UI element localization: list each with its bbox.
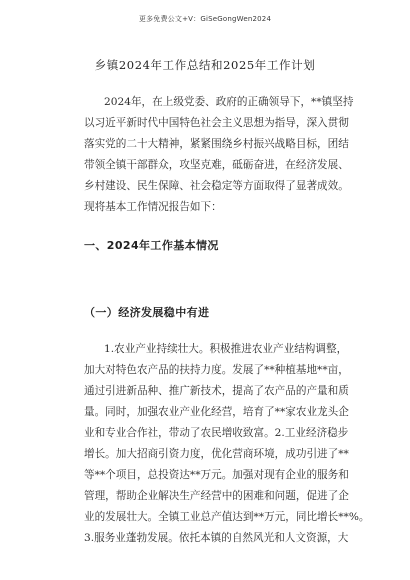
body-line: 业的发展壮大。全镇工业总产值达到**万元，同比增长**%。 [84, 511, 370, 523]
body-line: 业和专业合作社，带动了农民增收致富。2.工业经济稳步 [84, 427, 349, 439]
body-paragraph [84, 339, 370, 549]
body-line: 1.农业产业持续壮大。积极推进农业产业结构调整， [104, 343, 348, 355]
intro-paragraph [84, 92, 354, 218]
body-line: 管理，帮助企业解决生产经营中的困难和问题，促进了企 [84, 490, 349, 502]
intro-line: 现将基本工作情况报告如下： [84, 201, 222, 213]
document-title: 乡镇2024年工作总结和2025年工作计划 [94, 58, 316, 72]
body-line: 量。同时，加强农业产业化经营，培育了**家农业龙头企 [84, 406, 349, 418]
section-heading: 一、2024年工作基本情况 [84, 239, 219, 252]
subsection-heading: （一）经济发展稳中有进 [84, 306, 210, 319]
body-line: 3.服务业蓬勃发展。依托本镇的自然风光和人文资源，大 [84, 532, 349, 544]
intro-line: 带领全镇干部群众，攻坚克难，砥砺奋进，在经济发展、 [84, 159, 349, 171]
intro-line: 以习近平新时代中国特色社会主义思想为指导，深入贯彻 [84, 117, 349, 129]
body-line: 通过引进新品种、推广新技术，提高了农产品的产量和质 [84, 385, 349, 397]
body-line: 等**个项目，总投资达**万元。加强对现有企业的服务和 [84, 469, 349, 481]
body-line: 加大对特色农产品的扶持力度。发展了**种植基地**亩， [84, 364, 349, 376]
intro-line: 2024年，在上级党委、政府的正确领导下，**镇坚持 [104, 96, 354, 108]
header-watermark: 更多免费公文+V：GiSeGongWen2024 [138, 15, 272, 23]
body-line: 增长。加大招商引资力度，优化营商环境，成功引进了** [84, 448, 349, 460]
intro-line: 落实党的二十大精神，紧紧围绕乡村振兴战略目标，团结 [84, 138, 349, 150]
intro-line: 乡村建设、民生保障、社会稳定等方面取得了显著成效。 [84, 180, 349, 192]
